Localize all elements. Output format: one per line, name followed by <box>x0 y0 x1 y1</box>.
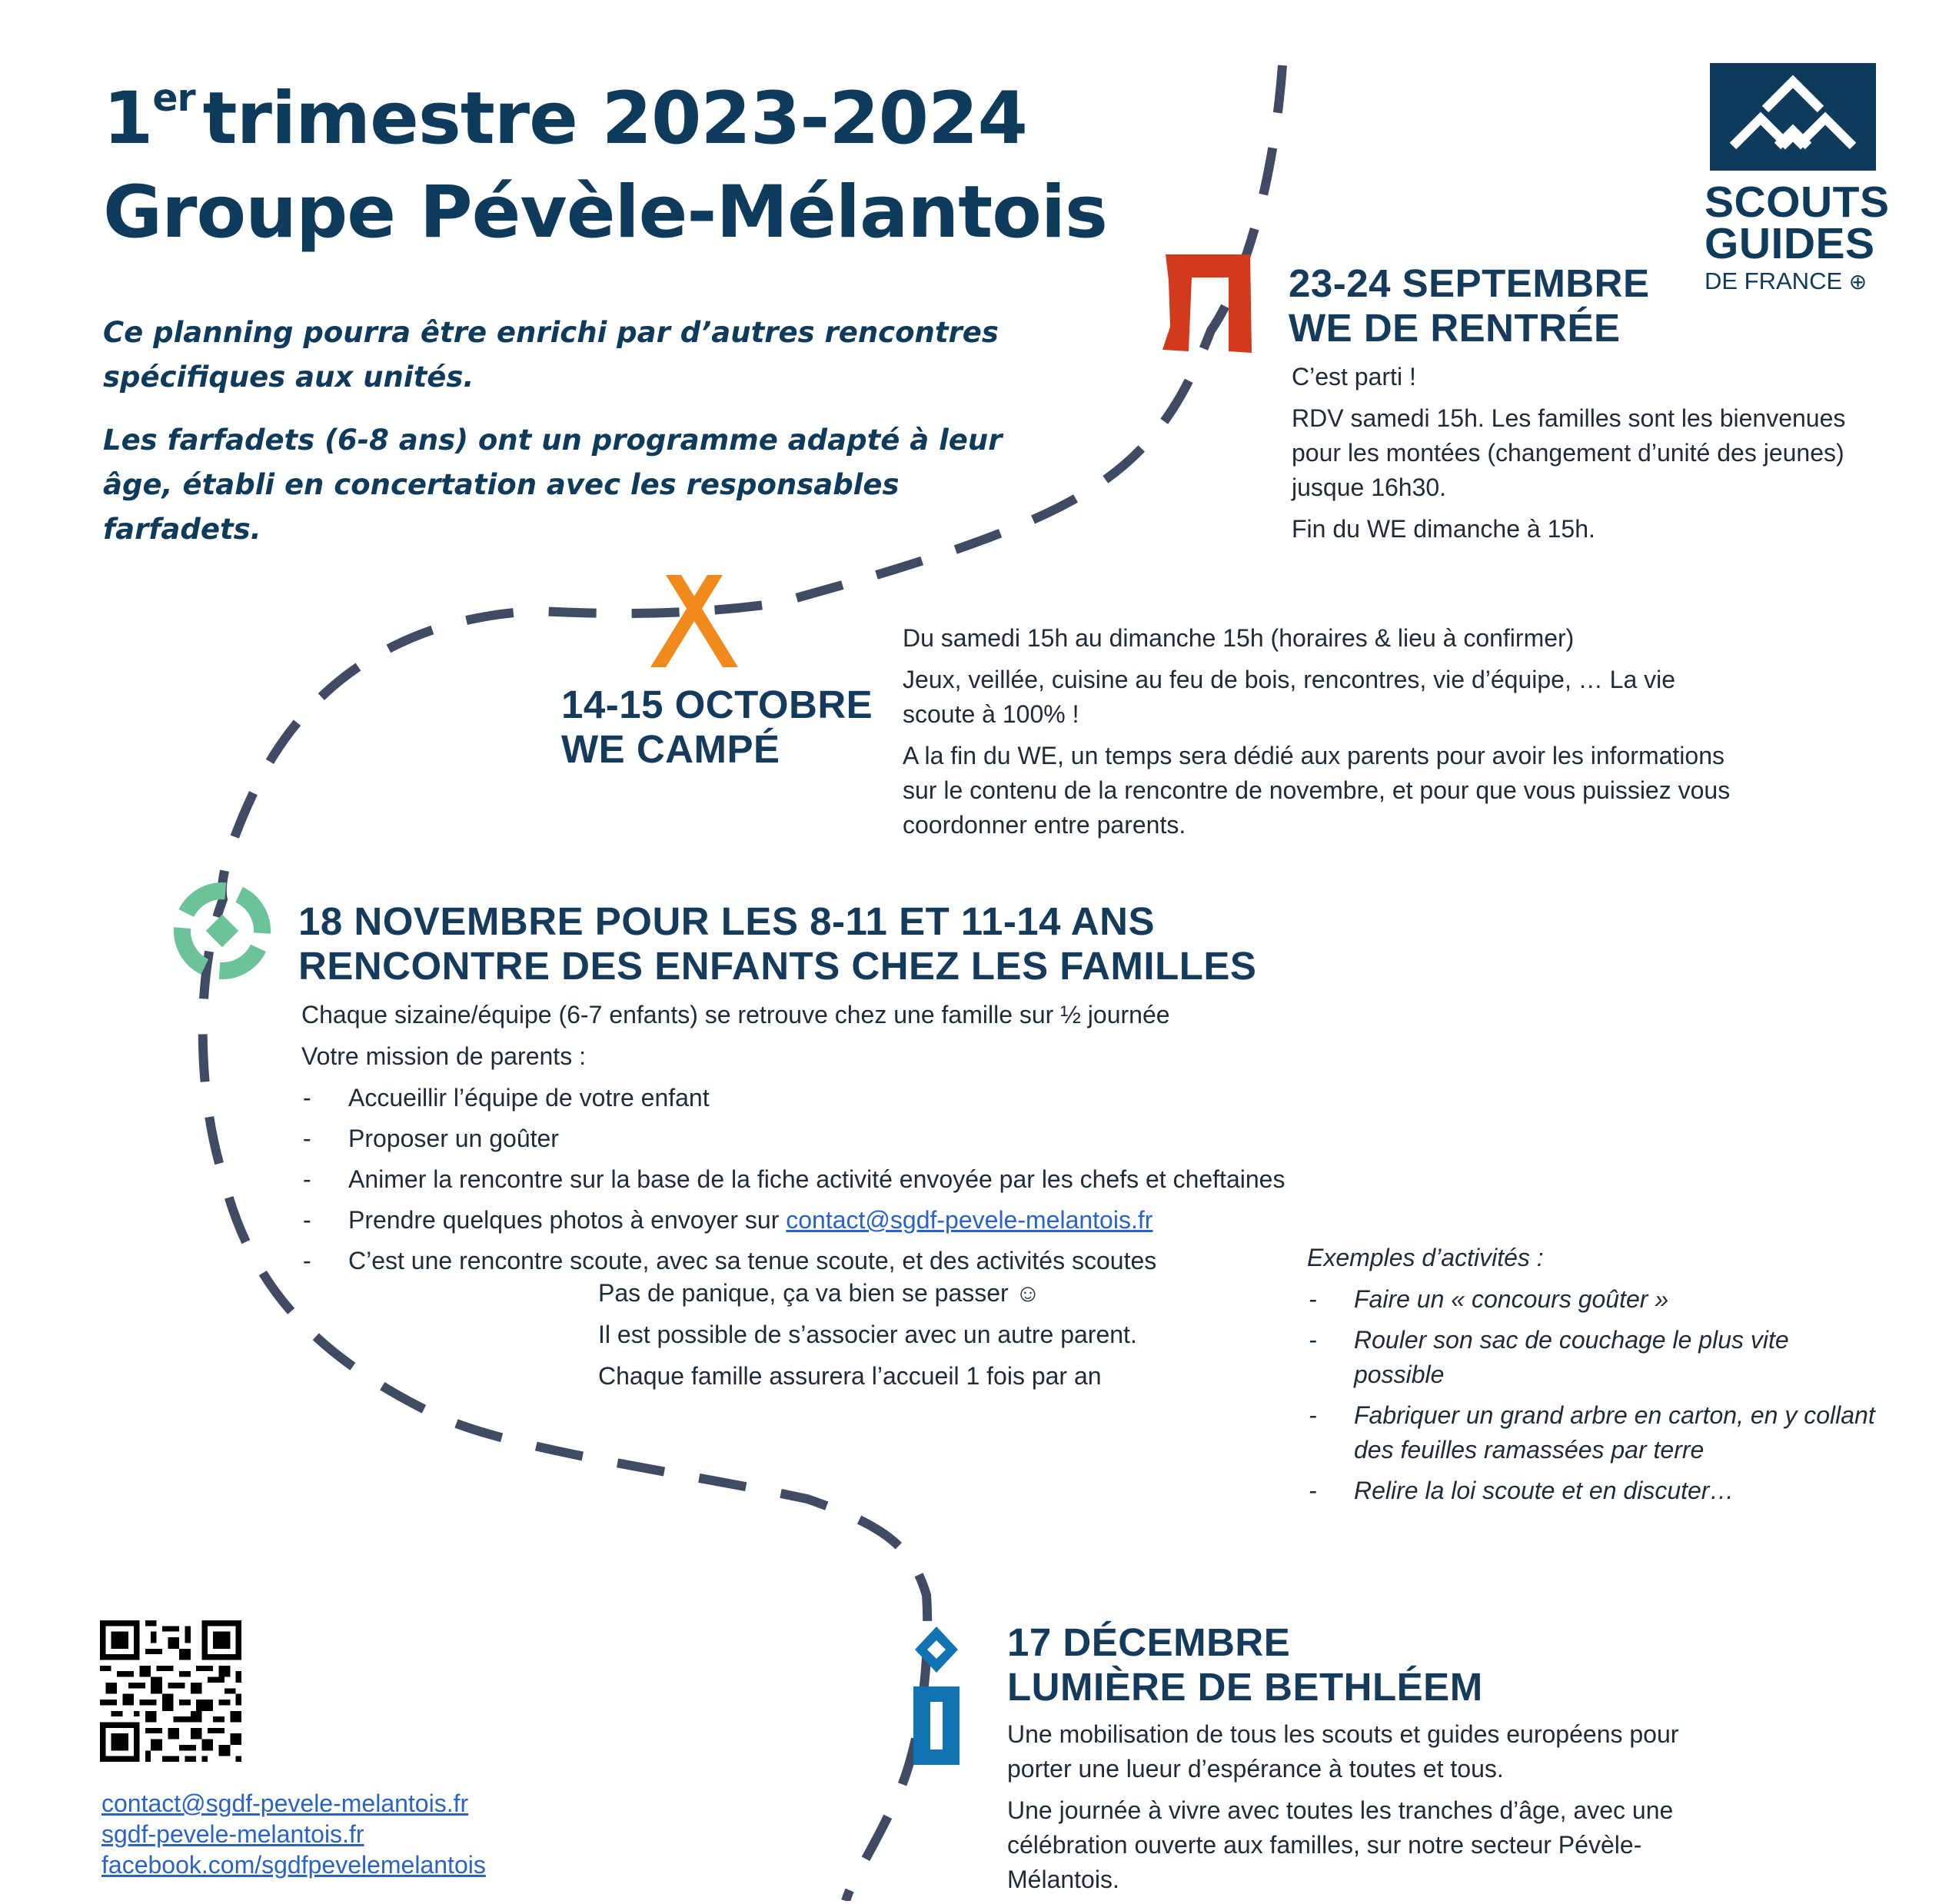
november-note-3: Chaque famille assurera l’accueil 1 fois par an <box>598 1362 1102 1390</box>
examples-title: Exemples d’activités : <box>1307 1244 1544 1271</box>
page-title: 1er trimestre 2023-2024 <box>103 76 1027 161</box>
list-item: - Rouler son sac de couchage le plus vite possible <box>1307 1323 1876 1392</box>
november-note-1: Pas de panique, ça va bien se passer ☺ <box>598 1279 1041 1307</box>
farfadets-note: Les farfadets (6-8 ans) ont un programme adapté à leur âge, établi en concertation avec les responsables farfadets. <box>103 424 1003 546</box>
cross-icon: ⊕ <box>1848 270 1868 294</box>
october-text-3: A la fin du WE, un temps sera dédié aux parents pour avoir les informations sur le contenu de la rencontre de novembre, et pour que vous puissiez vous coordonner entre parents. <box>903 742 1731 839</box>
list-item: - Fabriquer un grand arbre en carton, en y collant des feuilles ramassées par terre <box>1307 1398 1876 1467</box>
october-title: WE CAMPÉ <box>561 727 780 771</box>
november-text-1: Chaque sizaine/équipe (6-7 enfants) se retrouve chez une famille sur ½ journée <box>301 1001 1170 1028</box>
december-text-2: Une journée à vivre avec toutes les tranches d’âge, avec une célébration ouverte aux familles, sur notre secteur Pévèle-Mélantois. <box>1007 1796 1674 1893</box>
list-item: - Faire un « concours goûter » <box>1307 1282 1876 1317</box>
list-item: - Accueillir l’équipe de votre enfant <box>301 1081 1455 1115</box>
candle-icon <box>909 1623 964 1766</box>
website-link[interactable]: sgdf-pevele-melantois.fr <box>101 1820 364 1848</box>
intro-note: Ce planning pourra être enrichi par d’autres rencontres spécifiques aux unités. <box>103 316 999 394</box>
october-text-2: Jeux, veillée, cuisine au feu de bois, rencontres, vie d’équipe, … La vie scoute à 100% ! <box>903 666 1676 728</box>
tent-icon <box>647 575 741 672</box>
december-date: 17 DÉCEMBRE <box>1007 1620 1291 1664</box>
arch-icon <box>1158 250 1258 356</box>
september-text-1: C’est parti ! <box>1292 363 1416 390</box>
september-text-3: Fin du WE dimanche à 15h. <box>1292 515 1595 543</box>
september-text-2: RDV samedi 15h. Les familles sont les bienvenues pour les montées (changement d’unité des jeunes) jusque 16h30. <box>1292 404 1846 501</box>
october-date: 14-15 OCTOBRE <box>561 683 873 726</box>
october-text-1: Du samedi 15h au dimanche 15h (horaires & lieu à confirmer) <box>903 624 1575 652</box>
november-note-2: Il est possible de s’associer avec un autre parent. <box>598 1321 1137 1348</box>
september-title: WE DE RENTRÉE <box>1289 306 1621 350</box>
examples-list <box>1307 1282 1876 1508</box>
parent-mission-list <box>301 1081 1455 1278</box>
qr-code[interactable] <box>100 1620 241 1762</box>
december-text-1: Une mobilisation de tous les scouts et guides européens pour porter une lueur d’espérance à toutes et tous. <box>1007 1720 1679 1783</box>
scouts-logo <box>1710 63 1876 171</box>
november-title: RENCONTRE DES ENFANTS CHEZ LES FAMILLES <box>298 944 1257 988</box>
list-item: - Animer la rencontre sur la base de la fiche activité envoyée par les chefs et cheftaines <box>301 1162 1455 1197</box>
facebook-link[interactable]: facebook.com/sgdfpevelemelantois <box>101 1851 486 1879</box>
photo-email-link[interactable]: contact@sgdf-pevele-melantois.fr <box>786 1206 1153 1234</box>
list-item: - C’est une rencontre scoute, avec sa tenue scoute, et des activités scoutes <box>301 1244 1455 1278</box>
scouts-logo-text: SCOUTS GUIDES DE FRANCE ⊕ <box>1705 178 1890 294</box>
november-text-2: Votre mission de parents : <box>301 1042 586 1070</box>
list-item: - Prendre quelques photos à envoyer sur contact@sgdf-pevele-melantois.fr <box>301 1203 1455 1238</box>
november-date: 18 NOVEMBRE POUR LES 8-11 ET 11-14 ANS <box>298 899 1155 943</box>
page-subtitle: Groupe Pévèle-Mélantois <box>103 170 1107 254</box>
list-item: - Relire la loi scoute et en discuter… <box>1307 1474 1876 1508</box>
list-item: - Proposer un goûter <box>301 1121 1455 1156</box>
scouts-logo-icon <box>1710 63 1876 171</box>
december-title: LUMIÈRE DE BETHLÉEM <box>1007 1665 1483 1709</box>
contact-email-link[interactable]: contact@sgdf-pevele-melantois.fr <box>101 1789 469 1817</box>
compass-icon <box>171 879 274 982</box>
september-date: 23-24 SEPTEMBRE <box>1289 261 1650 305</box>
